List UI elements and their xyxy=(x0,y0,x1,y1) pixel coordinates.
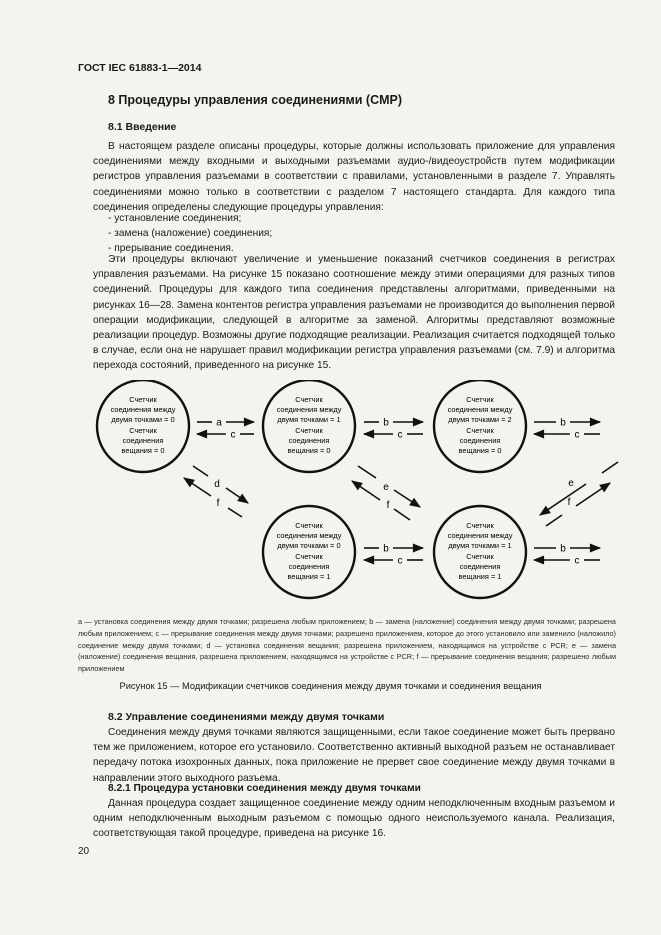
state-text: двумя точками = 0 xyxy=(277,541,341,550)
transition-label: c xyxy=(397,555,403,567)
transition-label: c xyxy=(230,429,236,441)
standard-header: ГОСТ IEC 61883-1—2014 xyxy=(78,62,202,74)
state-circle-p1-b0 xyxy=(263,380,355,472)
transition-label: c xyxy=(397,429,403,441)
state-circle-p0-b0 xyxy=(97,380,189,472)
state-circle-p0-b1 xyxy=(263,506,355,598)
state-text: вещания = 0 xyxy=(121,446,165,455)
subsection-8-2-title: 8.2 Управление соединениями между двумя точками xyxy=(108,711,385,723)
transition-c xyxy=(534,430,600,441)
procedure-list xyxy=(108,211,272,257)
transition-b xyxy=(534,418,600,429)
state-text: Счетчик xyxy=(295,395,323,404)
state-text: соединения xyxy=(122,436,164,445)
state-text: вещания = 0 xyxy=(458,446,502,455)
list-item: - прерывание соединения. xyxy=(108,243,234,255)
transition-b xyxy=(364,418,423,429)
figure-caption: Рисунок 15 — Модификации счетчиков соединения между двумя точками и соединения вещания xyxy=(119,681,542,691)
transition-label: d xyxy=(214,479,220,490)
state-circle-p2-b0 xyxy=(434,380,526,472)
state-circle-p1-b1 xyxy=(434,506,526,598)
transition-label: f xyxy=(567,497,571,508)
p2p-paragraph: Соединения между двумя точками являются защищенными, если такое соединение может быть прервано тем же приложением, которое его установило. Соответственно активный выходной разъем не останавливает передачу потока изохронных данных, пока приложение не прервет свое соединение между двумя точками в направлении этого выходного разъема. xyxy=(93,727,615,784)
transition-label: e xyxy=(568,478,574,489)
procedures-paragraph: Эти процедуры включают увеличение и уменьшение показаний счетчиков соединения в регистрах управления разъемами. На рисунке 15 показано соотношение между этими операциями для разных типов соединений. Процедуры для каждого типа соединения представлены алгоритмами, приведенными на рисунках 16—28. Замена контентов регистра управления разъемами не производится до выполнения первой операции модификации, следующей в алгоритме за заменой. Алгоритмы представляют возможные реализации процедур. Возможны другие подходящие реализации. Реализация считается подходящей только в случае, если она не нарушает правил модификации регистра управления разъемами (см. 7.9) и алгоритма перехода состояний, приведенного на рисунке 15. xyxy=(93,254,615,372)
figure-legend: a — установка соединения между двумя точками; разрешена любым приложением; b — замена (наложение) соединения между двумя точками; разрешена любым приложением; c — прерывание соединения между двумя точками; разрешено приложением, которое до этого установило или заменило (наложило) соединение между двумя точками; d — установка соединения вещания; разрешена приложением, находящимся на устройстве с PCR; e — замена (наложение) соединения вещания, разрешена приложением, находящимся на устройстве с PCR; f — прерывание соединения вещания; разрешено любым приложением xyxy=(78,617,616,674)
state-text: вещания = 0 xyxy=(287,446,331,455)
state-text: вещания = 1 xyxy=(287,572,331,581)
state-text: Счетчик xyxy=(129,426,157,435)
transition-label: b xyxy=(383,543,389,555)
transition-label: b xyxy=(560,417,566,429)
transition-d xyxy=(193,466,248,503)
state-text: Счетчик xyxy=(466,521,494,530)
transition-c xyxy=(364,430,423,441)
transition-label: b xyxy=(383,417,389,429)
transition-f xyxy=(352,481,410,520)
page-number: 20 xyxy=(78,846,90,857)
transition-c xyxy=(197,430,254,441)
state-text: соединения xyxy=(288,436,330,445)
subsection-8-1-title: 8.1 Введение xyxy=(108,121,177,133)
transition-label: a xyxy=(216,417,222,429)
transition-label: e xyxy=(383,482,389,493)
state-transition-diagram xyxy=(80,380,620,610)
transition-b xyxy=(364,544,423,555)
state-text: соединения между xyxy=(276,405,342,414)
state-text: соединения между xyxy=(447,405,513,414)
transition-label: f xyxy=(386,500,390,511)
list-item: - установление соединения; xyxy=(108,213,242,224)
state-text: Счетчик xyxy=(466,426,494,435)
state-text: двумя точками = 2 xyxy=(448,415,512,424)
transition-label: c xyxy=(574,429,580,441)
state-text: соединения между xyxy=(110,405,176,414)
state-text: соединения xyxy=(459,436,501,445)
state-text: двумя точками = 0 xyxy=(111,415,175,424)
state-text: Счетчик xyxy=(466,552,494,561)
state-text: вещания = 1 xyxy=(458,572,502,581)
state-text: Счетчик xyxy=(129,395,157,404)
subsection-8-2-1-title: 8.2.1 Процедура установки соединения между двумя точками xyxy=(108,783,421,794)
state-text: Счетчик xyxy=(295,552,323,561)
transition-c xyxy=(364,556,423,567)
state-text: Счетчик xyxy=(295,426,323,435)
state-text: Счетчик xyxy=(466,395,494,404)
list-item: - замена (наложение) соединения; xyxy=(108,228,273,240)
transition-label: f xyxy=(216,498,220,509)
state-text: двумя точками = 1 xyxy=(277,415,341,424)
state-text: Счетчик xyxy=(295,521,323,530)
transition-c xyxy=(534,556,600,567)
state-text: соединения между xyxy=(276,531,342,540)
state-text: двумя точками = 1 xyxy=(448,541,512,550)
state-text: соединения xyxy=(459,562,501,571)
transition-b xyxy=(534,544,600,555)
intro-paragraph: В настоящем разделе описаны процедуры, которые должны использовать приложение для управления соединениями между входными и выходными разъемами аудио-/видеоустройств путем модификации регистров управления разъемами в соответствии с правилами, установленными в разделе 7. Управлять соединениями можно только в соответствии с разделом 7 настоящего стандарта. Для каждого типа соединения определены следующие процедуры управления: xyxy=(93,141,615,213)
transition-label: c xyxy=(574,555,580,567)
section-title: 8 Процедуры управления соединениями (CMP) xyxy=(108,93,403,107)
state-text: соединения между xyxy=(447,531,513,540)
transition-label: b xyxy=(560,543,566,555)
transition-f xyxy=(184,478,242,517)
procedure-paragraph: Данная процедура создает защищенное соединение между одним неподключенным входным разъемом и одним неподключенным выходным разъемом с помощью одного неиспользуемого канала. Реализация, соответствующая такой процедуре, приведена на рисунке 16. xyxy=(93,798,615,840)
transition-e xyxy=(540,462,618,515)
state-text: соединения xyxy=(288,562,330,571)
transition-a xyxy=(197,418,254,429)
